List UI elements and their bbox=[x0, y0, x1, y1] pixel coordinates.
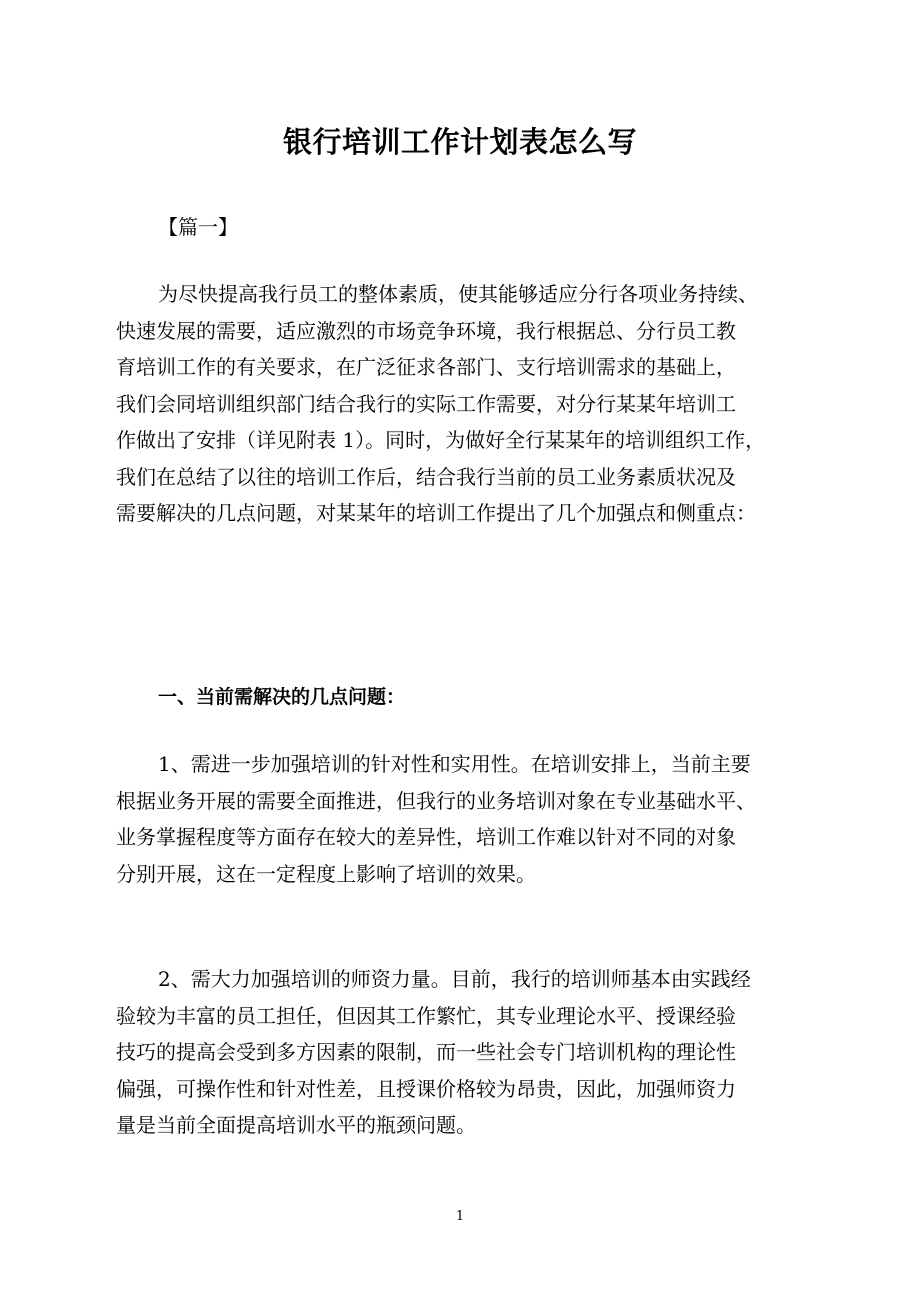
point-1-paragraph bbox=[116, 746, 804, 892]
point-2-line: 量是当前全面提高培训水平的瓶颈问题。 bbox=[116, 1113, 476, 1137]
document-title: 银行培训工作计划表怎么写 bbox=[282, 125, 637, 159]
page-number: 1 bbox=[455, 1209, 465, 1224]
intro-line: 快速发展的需要，适应激烈的市场竞争环境，我行根据总、分行员工教 bbox=[116, 318, 736, 343]
intro-paragraph bbox=[116, 276, 804, 532]
point-2-line: 2、需大力加强培训的师资力量。目前，我行的培训师基本由实践经 bbox=[158, 967, 751, 991]
point-1-line: 分别开展，这在一定程度上影响了培训的效果。 bbox=[116, 861, 536, 886]
point-2-line: 验较为丰富的员工担任，但因其工作繁忙，其专业理论水平、授课经验 bbox=[116, 1003, 736, 1028]
intro-line: 我们会同培训组织部门结合我行的实际工作需要，对分行某某年培训工 bbox=[116, 391, 736, 416]
intro-line: 需要解决的几点问题，对某某年的培训工作提出了几个加强点和侧重点： bbox=[116, 501, 756, 525]
point-1-line: 1、需进一步加强培训的针对性和实用性。在培训安排上，当前主要 bbox=[158, 752, 751, 776]
intro-line: 作做出了安排（详见附表 1）。同时，为做好全行某某年的培训组织工作， bbox=[116, 428, 766, 452]
intro-line: 为尽快提高我行员工的整体素质，使其能够适应分行各项业务持续、 bbox=[158, 282, 758, 306]
intro-line: 育培训工作的有关要求，在广泛征求各部门、支行培训需求的基础上， bbox=[116, 355, 736, 379]
point-2-paragraph bbox=[116, 961, 804, 1144]
point-1-line: 业务掌握程度等方面存在较大的差异性，培训工作难以针对不同的对象 bbox=[116, 825, 736, 849]
intro-line: 我们在总结了以往的培训工作后，结合我行当前的员工业务素质状况及 bbox=[116, 464, 736, 489]
point-2-line: 偏强，可操作性和针对性差，且授课价格较为昂贵，因此，加强师资力 bbox=[116, 1076, 736, 1101]
section-label: 【篇一】 bbox=[158, 215, 238, 239]
section-heading: 一、当前需解决的几点问题： bbox=[158, 686, 406, 708]
point-2-line: 技巧的提高会受到多方因素的限制，而一些社会专门培训机构的理论性 bbox=[116, 1040, 736, 1064]
point-1-line: 根据业务开展的需要全面推进，但我行的业务培训对象在专业基础水平、 bbox=[116, 788, 756, 813]
